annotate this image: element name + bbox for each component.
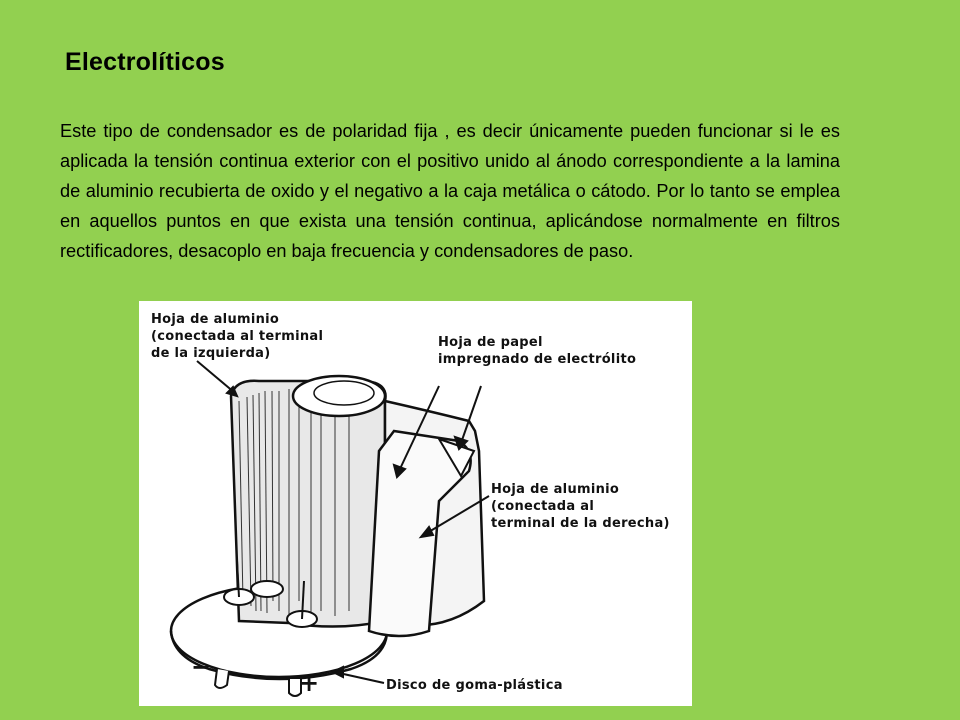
center-hole <box>251 581 283 597</box>
arrow-left-foil <box>197 361 235 393</box>
positive-sign: + <box>299 669 320 697</box>
body-paragraph: Este tipo de condensador es de polaridad fija , es decir únicamente pueden funcionar si le es aplicada la tensión continua exterior con el positivo unido al ánodo correspondiente a la lamina de aluminio recubierta de oxido y el negativo a la caja metálica o cátodo. Por lo tanto se emplea en aquellos puntos en que exista una tensión continua, aplicándose normalmente en filtros rectificadores, desacoplo en baja frecuencia y condensadores de paso. <box>60 121 840 261</box>
negative-sign: − <box>191 653 212 681</box>
terminal-left <box>215 669 229 688</box>
slide-title: Electrolíticos <box>65 48 225 76</box>
capacitor-diagram <box>139 301 692 706</box>
label-disk: Disco de goma-plástica <box>386 678 563 693</box>
label-paper: Hoja de papel impregnado de electrólito <box>438 335 637 367</box>
arrow-disk <box>339 673 384 683</box>
label-right-foil: Hoja de aluminio (conectada al terminal de la derecha) <box>491 482 670 531</box>
label-left-foil: Hoja de aluminio (conectada al terminal de la izquierda) <box>151 312 324 361</box>
